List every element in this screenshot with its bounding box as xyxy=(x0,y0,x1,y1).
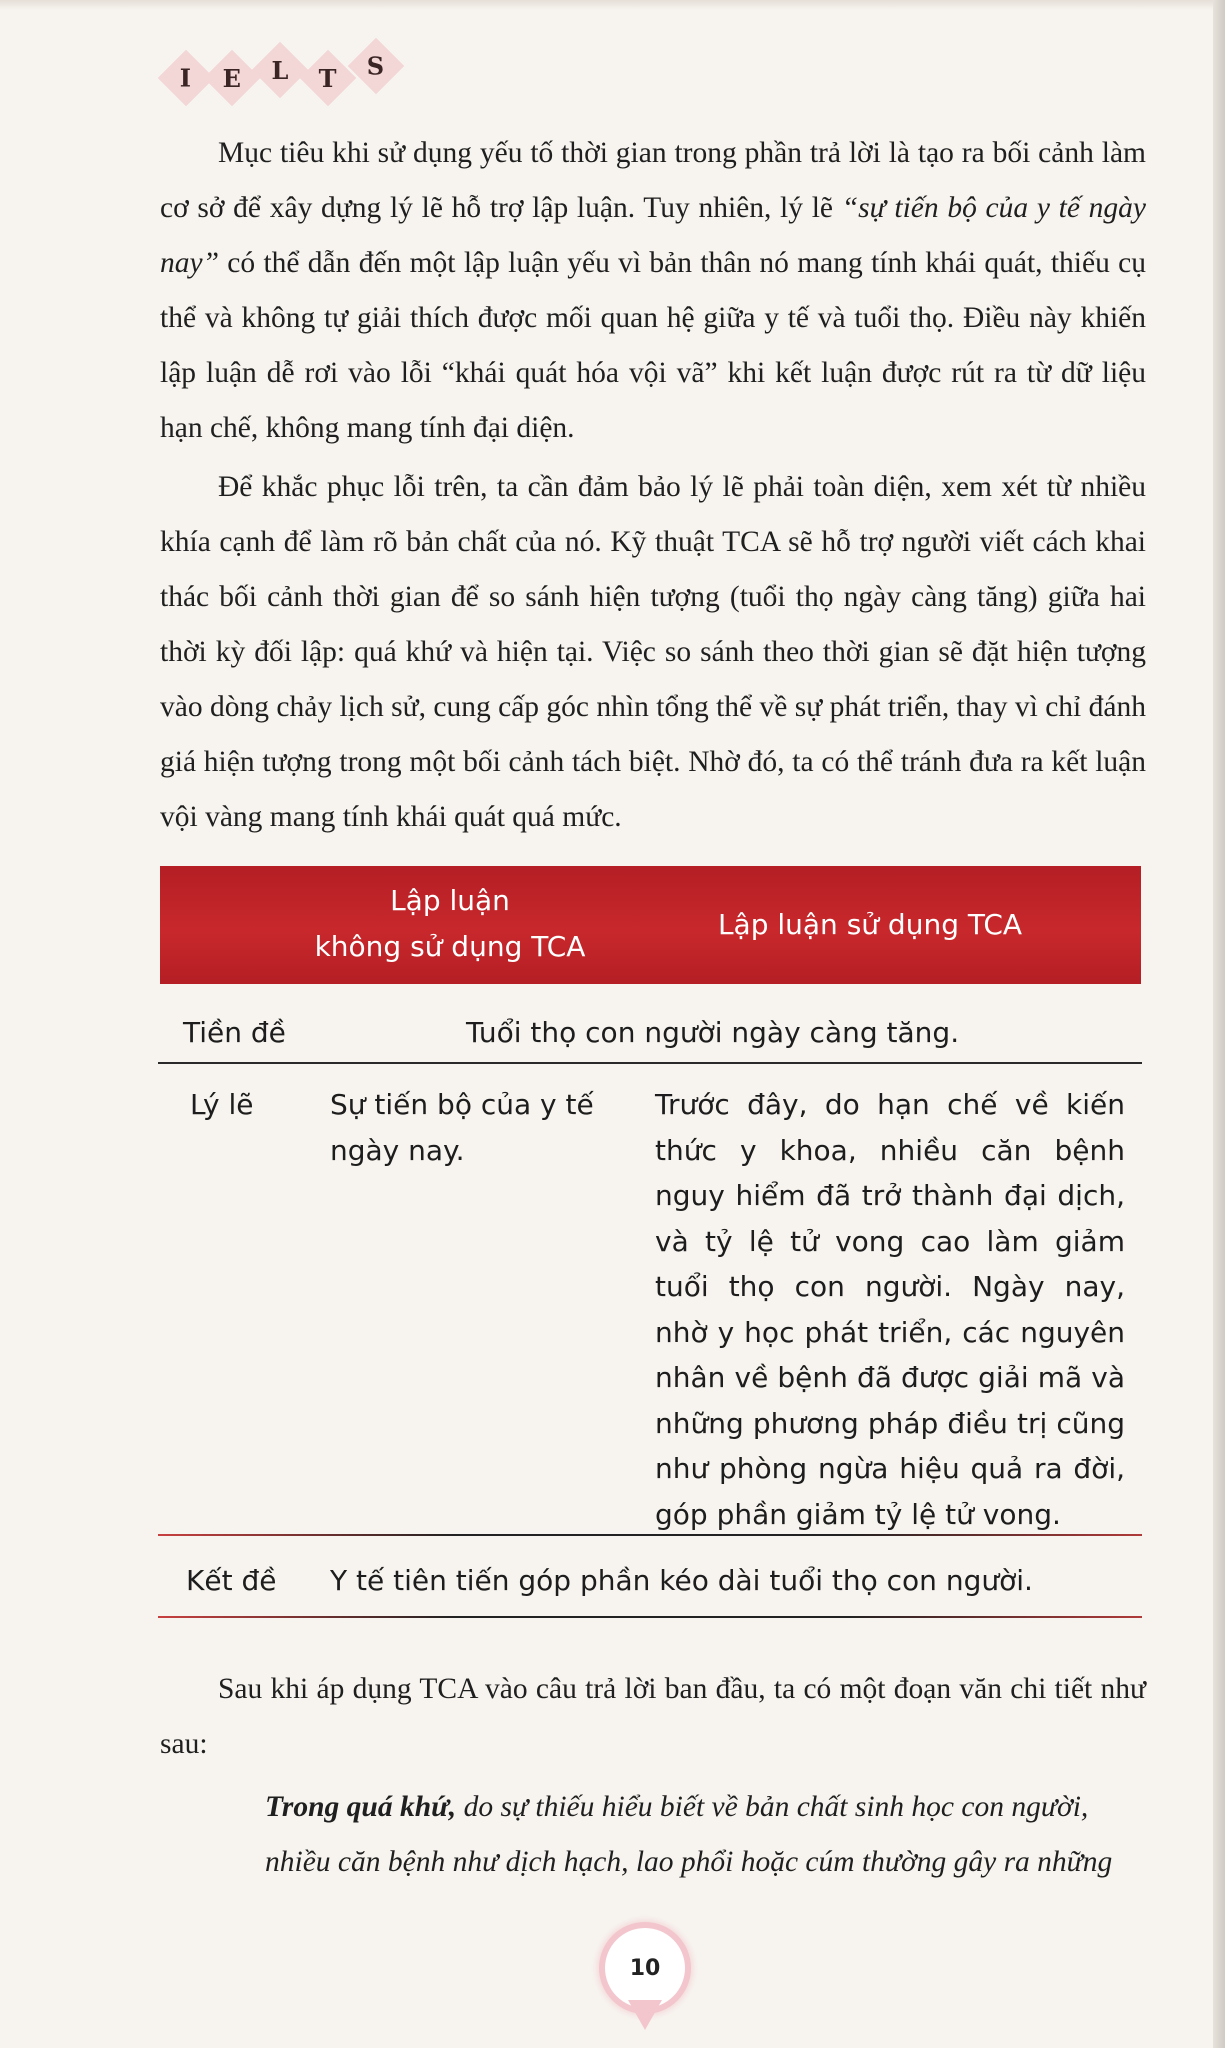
header-with-tca: Lập luận sử dụng TCA xyxy=(717,908,1023,941)
row-conclusion-label: Kết đề xyxy=(186,1564,277,1597)
logo-tile-l: L xyxy=(252,42,309,99)
header-without-tca xyxy=(300,878,600,970)
row-premise-text: Tuổi thọ con người ngày càng tăng. xyxy=(466,1016,960,1049)
logo-tile-e: E xyxy=(204,50,261,107)
page-top-shadow xyxy=(0,0,1225,10)
row-reason-without-tca: Sự tiến bộ của y tế ngày nay. xyxy=(330,1088,594,1167)
page-edge xyxy=(1213,0,1225,2048)
row-reason-with-tca: Trước đây, do hạn chế về kiến thức y khoa, nhiều căn bệnh nguy hiểm đã trở thành đại dịch, và tỷ lệ tử vong cao làm giảm tuổi thọ con người. Ngày nay, nhờ y học phát triển, các nguyên nhân về bệnh đã được giải mã và những phương pháp điều trị cũng như phòng ngừa hiệu quả ra đời, góp phần giảm tỷ lệ tử vong. xyxy=(655,1088,1125,1531)
table-divider xyxy=(158,1616,1142,1618)
paragraph-after-tca xyxy=(160,1662,1146,1772)
paragraph-fix-text: Để khắc phục lỗi trên, ta cần đảm bảo lý lẽ phải toàn diện, xem xét từ nhiều khía cạnh để làm rõ bản chất của nó. Kỹ thuật TCA sẽ hỗ trợ người viết cách khai thác bối cảnh thời gian để so sánh hiện tượng (tuổi thọ ngày càng tăng) giữa hai thời kỳ đối lập: quá khứ và hiện tại. Việc so sánh theo thời gian sẽ đặt hiện tượng vào dòng chảy lịch sử, cung cấp góc nhìn tổng thể về sự phát triển, thay vì chỉ đánh giá hiện tượng trong một bối cảnh tách biệt. Nhờ đó, ta có thể tránh đưa ra kết luận vội vàng mang tính khái quát quá mức. xyxy=(160,471,1146,833)
logo-tile-s: S xyxy=(348,38,405,95)
table-divider xyxy=(158,1062,1142,1064)
page-number: 10 xyxy=(605,1928,685,2008)
row-conclusion-text: Y tế tiên tiến góp phần kéo dài tuổi thọ con người. xyxy=(330,1564,1033,1597)
comparison-table-header xyxy=(160,866,1141,984)
paragraph-intro xyxy=(160,126,1146,456)
logo-tile-i: I xyxy=(158,50,215,107)
paragraph-intro-text-before: Mục tiêu khi sử dụng yếu tố thời gian trong phần trả lời là tạo ra bối cảnh làm cơ sở để xây dựng lý lẽ hỗ trợ lập luận. Tuy nhiên, lý lẽ xyxy=(160,137,1146,224)
example-paragraph-text: do sự thiếu hiểu biết về bản chất sinh học con người, nhiều căn bệnh như dịch hạch, lao phổi hoặc cúm thường gây ra những xyxy=(265,1791,1113,1878)
page-number-pin xyxy=(628,2000,662,2030)
paragraph-after-tca-text: Sau khi áp dụng TCA vào câu trả lời ban đầu, ta có một đoạn văn chi tiết như sau: xyxy=(160,1673,1146,1760)
row-reason-label: Lý lẽ xyxy=(190,1088,254,1121)
example-paragraph xyxy=(265,1780,1141,1890)
example-paragraph-lead: Trong quá khứ, xyxy=(265,1791,457,1823)
paragraph-intro-italic-quote: “sự tiến bộ của y tế ngày nay” xyxy=(160,192,1146,279)
logo-tile-t: T xyxy=(300,50,357,107)
paragraph-fix xyxy=(160,460,1146,845)
paragraph-intro-text-after: có thể dẫn đến một lập luận yếu vì bản thân nó mang tính khái quát, thiếu cụ thể và không tự giải thích được mối quan hệ giữa y tế và tuổi thọ. Điều này khiến lập luận dễ rơi vào lỗi “khái quát hóa vội vã” khi kết luận được rút ra từ dữ liệu hạn chế, không mang tính đại diện. xyxy=(160,247,1146,444)
row-premise-label: Tiền đề xyxy=(183,1016,286,1049)
header-without-tca-line2: không sử dụng TCA xyxy=(314,930,586,963)
table-divider xyxy=(158,1534,1142,1536)
ielts-logo xyxy=(160,44,400,104)
header-without-tca-line1: Lập luận xyxy=(390,884,510,917)
